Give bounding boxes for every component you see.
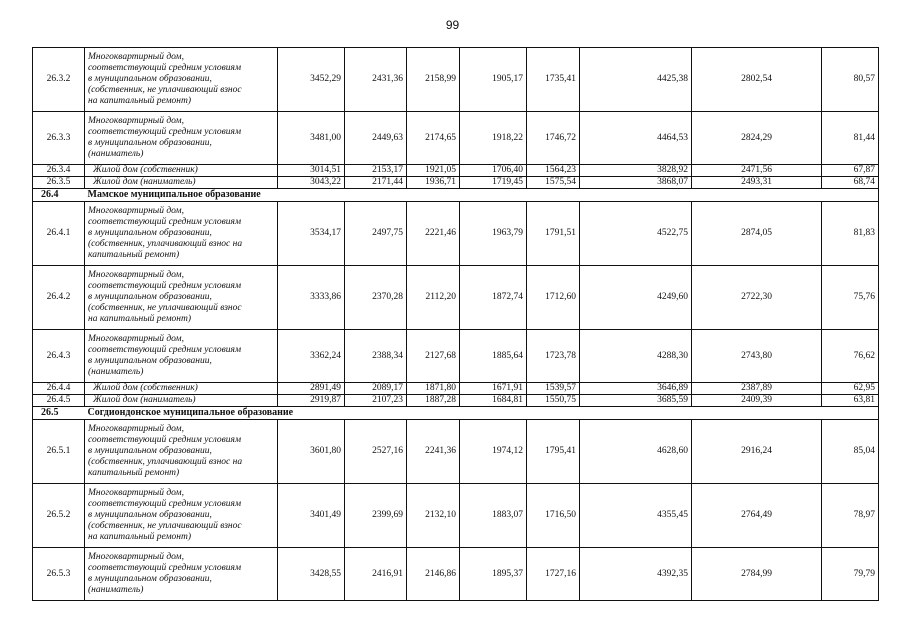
- value-cell: 62,95: [822, 383, 879, 395]
- value-cell: 2891,49: [278, 383, 345, 395]
- value-cell: 81,44: [822, 112, 879, 165]
- value-cell: 2449,63: [345, 112, 407, 165]
- description-line: капитальный ремонт): [88, 468, 180, 478]
- value-cell: 2132,10: [407, 484, 460, 548]
- section-row: [33, 189, 879, 202]
- value-cell: 1550,75: [527, 395, 580, 407]
- value-cell: 2127,68: [407, 330, 460, 383]
- description-line: Многоквартирный дом,: [88, 206, 184, 216]
- value-cell: 2387,89: [692, 383, 822, 395]
- value-cell: 3362,24: [278, 330, 345, 383]
- value-cell: 2158,99: [407, 48, 460, 112]
- value-cell: 3333,86: [278, 266, 345, 330]
- description-line: соответствующий средним условиям: [88, 435, 242, 445]
- row-code: 26.4.4: [33, 383, 85, 395]
- description-line: (собственник, не уплачивающий взнос: [88, 303, 242, 313]
- value-cell: 3534,17: [278, 202, 345, 266]
- description-line: (наниматель): [88, 585, 144, 595]
- value-cell: 2171,44: [345, 177, 407, 189]
- row-description: [85, 330, 278, 383]
- value-cell: 1671,91: [460, 383, 527, 395]
- value-cell: 1564,23: [527, 165, 580, 177]
- row-code: 26.5.1: [33, 420, 85, 484]
- description-line: Многоквартирный дом,: [88, 552, 184, 562]
- value-cell: 1791,51: [527, 202, 580, 266]
- value-cell: 3828,92: [580, 165, 692, 177]
- row-code: 26.4.2: [33, 266, 85, 330]
- row-code: 26.4.5: [33, 395, 85, 407]
- description-line: в муниципальном образовании,: [88, 356, 212, 366]
- value-cell: 3868,07: [580, 177, 692, 189]
- description-line: (наниматель): [88, 367, 144, 377]
- section-code: 26.4: [33, 189, 85, 202]
- description-line: (собственник, уплачивающий взнос на: [88, 239, 243, 249]
- table-row: [33, 165, 879, 177]
- value-cell: 1746,72: [527, 112, 580, 165]
- value-cell: 2824,29: [692, 112, 822, 165]
- section-row: [33, 407, 879, 420]
- value-cell: 79,79: [822, 548, 879, 601]
- value-cell: 2370,28: [345, 266, 407, 330]
- value-cell: 1895,37: [460, 548, 527, 601]
- value-cell: 2221,46: [407, 202, 460, 266]
- value-cell: 1712,60: [527, 266, 580, 330]
- section-code: 26.5: [33, 407, 85, 420]
- value-cell: 3685,59: [580, 395, 692, 407]
- value-cell: 1684,81: [460, 395, 527, 407]
- row-code: 26.3.5: [33, 177, 85, 189]
- value-cell: 3601,80: [278, 420, 345, 484]
- table-row: [33, 330, 879, 383]
- value-cell: 1719,45: [460, 177, 527, 189]
- description-line: (наниматель): [88, 149, 144, 159]
- value-cell: 1723,78: [527, 330, 580, 383]
- value-cell: 1963,79: [460, 202, 527, 266]
- description-line: в муниципальном образовании,: [88, 138, 212, 148]
- value-cell: 2174,65: [407, 112, 460, 165]
- description-line: в муниципальном образовании,: [88, 292, 212, 302]
- description-line: соответствующий средним условиям: [88, 345, 242, 355]
- value-cell: 3401,49: [278, 484, 345, 548]
- row-description: [85, 484, 278, 548]
- value-cell: 4464,53: [580, 112, 692, 165]
- value-cell: 2153,17: [345, 165, 407, 177]
- value-cell: 4628,60: [580, 420, 692, 484]
- value-cell: 1706,40: [460, 165, 527, 177]
- row-description: [85, 420, 278, 484]
- value-cell: 3646,89: [580, 383, 692, 395]
- value-cell: 68,74: [822, 177, 879, 189]
- value-cell: 2409,39: [692, 395, 822, 407]
- table-row: [33, 484, 879, 548]
- value-cell: 2089,17: [345, 383, 407, 395]
- value-cell: 2416,91: [345, 548, 407, 601]
- table-row: [33, 383, 879, 395]
- table-body: [33, 48, 879, 601]
- value-cell: 2399,69: [345, 484, 407, 548]
- value-cell: 2388,34: [345, 330, 407, 383]
- description-line: Многоквартирный дом,: [88, 52, 184, 62]
- description-line: на капитальный ремонт): [88, 96, 192, 106]
- row-code: 26.5.3: [33, 548, 85, 601]
- description-line: Многоквартирный дом,: [88, 270, 184, 280]
- value-cell: 2722,30: [692, 266, 822, 330]
- table-row: [33, 420, 879, 484]
- description-line: Жилой дом (наниматель): [93, 395, 196, 405]
- description-line: соответствующий средним условиям: [88, 63, 242, 73]
- value-cell: 67,87: [822, 165, 879, 177]
- description-line: в муниципальном образовании,: [88, 228, 212, 238]
- value-cell: 75,76: [822, 266, 879, 330]
- description-line: Многоквартирный дом,: [88, 424, 184, 434]
- description-line: в муниципальном образовании,: [88, 446, 212, 456]
- table-row: [33, 112, 879, 165]
- table-row: [33, 202, 879, 266]
- value-cell: 81,83: [822, 202, 879, 266]
- description-line: соответствующий средним условиям: [88, 217, 242, 227]
- description-line: соответствующий средним условиям: [88, 499, 242, 509]
- value-cell: 2493,31: [692, 177, 822, 189]
- value-cell: 4355,45: [580, 484, 692, 548]
- description-line: Жилой дом (собственник): [93, 165, 198, 175]
- value-cell: 4392,35: [580, 548, 692, 601]
- row-description: [85, 48, 278, 112]
- value-cell: 3428,55: [278, 548, 345, 601]
- description-line: капитальный ремонт): [88, 250, 180, 260]
- description-line: (собственник, не уплачивающий взнос: [88, 521, 242, 531]
- value-cell: 2764,49: [692, 484, 822, 548]
- value-cell: 1795,41: [527, 420, 580, 484]
- value-cell: 2874,05: [692, 202, 822, 266]
- value-cell: 1887,28: [407, 395, 460, 407]
- value-cell: 85,04: [822, 420, 879, 484]
- value-cell: 1735,41: [527, 48, 580, 112]
- row-code: 26.4.3: [33, 330, 85, 383]
- description-line: соответствующий средним условиям: [88, 127, 242, 137]
- value-cell: 2107,23: [345, 395, 407, 407]
- value-cell: 2784,99: [692, 548, 822, 601]
- value-cell: 1921,05: [407, 165, 460, 177]
- description-line: в муниципальном образовании,: [88, 510, 212, 520]
- value-cell: 1575,54: [527, 177, 580, 189]
- value-cell: 1918,22: [460, 112, 527, 165]
- section-title: Согдиондонское муниципальное образование: [85, 407, 879, 420]
- value-cell: 3452,29: [278, 48, 345, 112]
- description-line: Жилой дом (наниматель): [93, 177, 196, 187]
- value-cell: 2527,16: [345, 420, 407, 484]
- row-code: 26.5.2: [33, 484, 85, 548]
- description-line: на капитальный ремонт): [88, 314, 192, 324]
- row-description: [85, 383, 278, 395]
- value-cell: 2916,24: [692, 420, 822, 484]
- value-cell: 1727,16: [527, 548, 580, 601]
- description-line: (собственник, уплачивающий взнос на: [88, 457, 243, 467]
- value-cell: 2431,36: [345, 48, 407, 112]
- value-cell: 2919,87: [278, 395, 345, 407]
- row-description: [85, 548, 278, 601]
- section-title: Мамское муниципальное образование: [85, 189, 879, 202]
- page-number: 99: [445, 18, 460, 32]
- description-line: Жилой дом (собственник): [93, 383, 198, 393]
- value-cell: 2497,75: [345, 202, 407, 266]
- description-line: на капитальный ремонт): [88, 532, 192, 542]
- value-cell: 1883,07: [460, 484, 527, 548]
- value-cell: 1974,12: [460, 420, 527, 484]
- row-code: 26.4.1: [33, 202, 85, 266]
- description-line: соответствующий средним условиям: [88, 563, 242, 573]
- value-cell: 2241,36: [407, 420, 460, 484]
- description-line: Многоквартирный дом,: [88, 488, 184, 498]
- value-cell: 1872,74: [460, 266, 527, 330]
- row-code: 26.3.4: [33, 165, 85, 177]
- row-description: [85, 177, 278, 189]
- value-cell: 2743,80: [692, 330, 822, 383]
- description-line: в муниципальном образовании,: [88, 74, 212, 84]
- value-cell: 80,57: [822, 48, 879, 112]
- value-cell: 1716,50: [527, 484, 580, 548]
- description-line: Многоквартирный дом,: [88, 116, 184, 126]
- value-cell: 4288,30: [580, 330, 692, 383]
- value-cell: 1885,64: [460, 330, 527, 383]
- value-cell: 4522,75: [580, 202, 692, 266]
- value-cell: 78,97: [822, 484, 879, 548]
- table-row: [33, 548, 879, 601]
- row-description: [85, 395, 278, 407]
- description-line: Многоквартирный дом,: [88, 334, 184, 344]
- value-cell: 4249,60: [580, 266, 692, 330]
- value-cell: 1936,71: [407, 177, 460, 189]
- value-cell: 76,62: [822, 330, 879, 383]
- row-code: 26.3.3: [33, 112, 85, 165]
- value-cell: 1539,57: [527, 383, 580, 395]
- tariff-table: [32, 47, 879, 601]
- row-description: [85, 202, 278, 266]
- value-cell: 2471,56: [692, 165, 822, 177]
- table-row: [33, 395, 879, 407]
- value-cell: 2802,54: [692, 48, 822, 112]
- value-cell: 1871,80: [407, 383, 460, 395]
- description-line: в муниципальном образовании,: [88, 574, 212, 584]
- value-cell: 2112,20: [407, 266, 460, 330]
- table-row: [33, 48, 879, 112]
- row-description: [85, 165, 278, 177]
- description-line: соответствующий средним условиям: [88, 281, 242, 291]
- value-cell: 3014,51: [278, 165, 345, 177]
- table-row: [33, 177, 879, 189]
- table-row: [33, 266, 879, 330]
- row-code: 26.3.2: [33, 48, 85, 112]
- value-cell: 3043,22: [278, 177, 345, 189]
- value-cell: 2146,86: [407, 548, 460, 601]
- value-cell: 3481,00: [278, 112, 345, 165]
- value-cell: 1905,17: [460, 48, 527, 112]
- row-description: [85, 112, 278, 165]
- row-description: [85, 266, 278, 330]
- value-cell: 63,81: [822, 395, 879, 407]
- description-line: (собственник, не уплачивающий взнос: [88, 85, 242, 95]
- value-cell: 4425,38: [580, 48, 692, 112]
